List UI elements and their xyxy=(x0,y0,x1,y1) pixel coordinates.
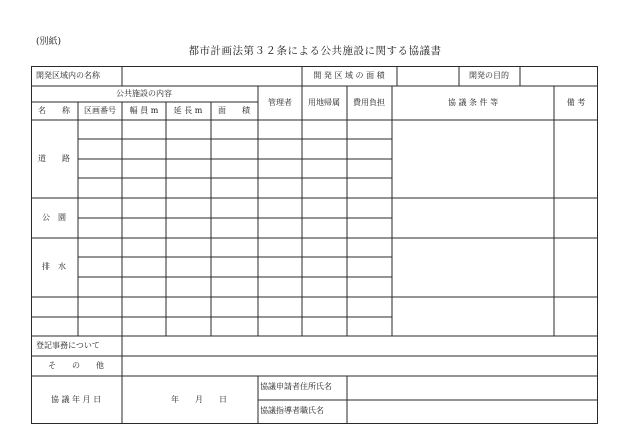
conditions-header: 協 議 条 件 等 xyxy=(447,98,499,107)
manager-header: 管理者 xyxy=(268,98,292,107)
dev-area-name-label: 開発区域内の名称 xyxy=(36,71,100,80)
name-header: 名 称 xyxy=(38,106,70,115)
facility-contents-header: 公共施設の内容 xyxy=(116,89,172,98)
length-header: 延 長 m xyxy=(173,106,203,115)
agreement-date-label: 協 議 年 月 日 xyxy=(50,395,102,404)
park-category-label: 公 園 xyxy=(42,213,66,222)
agreement-form-table xyxy=(31,66,598,424)
remarks-header: 備 考 xyxy=(566,98,586,107)
supervisor-label: 協議指導者職氏名 xyxy=(260,406,324,415)
dev-purpose-label: 開発の目的 xyxy=(469,71,509,80)
dev-area-size-label: 開 発 区 域 の 面 積 xyxy=(313,71,385,80)
road-category-label: 道 路 xyxy=(38,154,70,163)
registration-label: 登記事務について xyxy=(36,341,100,350)
table-grid-lines xyxy=(31,66,598,424)
other-label: そ の 他 xyxy=(48,361,104,370)
attachment-note: (別紙) xyxy=(36,37,62,47)
land-ownership-header: 用地帰属 xyxy=(308,98,340,107)
zone-number-header: 区画番号 xyxy=(84,106,116,115)
agreement-date-field[interactable]: 年 月 日 xyxy=(171,395,227,404)
drainage-category-label: 排 水 xyxy=(42,262,66,271)
applicant-label: 協議申請者住所氏名 xyxy=(260,382,332,391)
cost-burden-header: 費用負担 xyxy=(353,98,385,107)
form-title: 都市計画法第３２条による公共施設に関する協議書 xyxy=(188,45,442,57)
width-header: 幅 員 m xyxy=(129,106,159,115)
area-header: 面 積 xyxy=(218,106,250,115)
